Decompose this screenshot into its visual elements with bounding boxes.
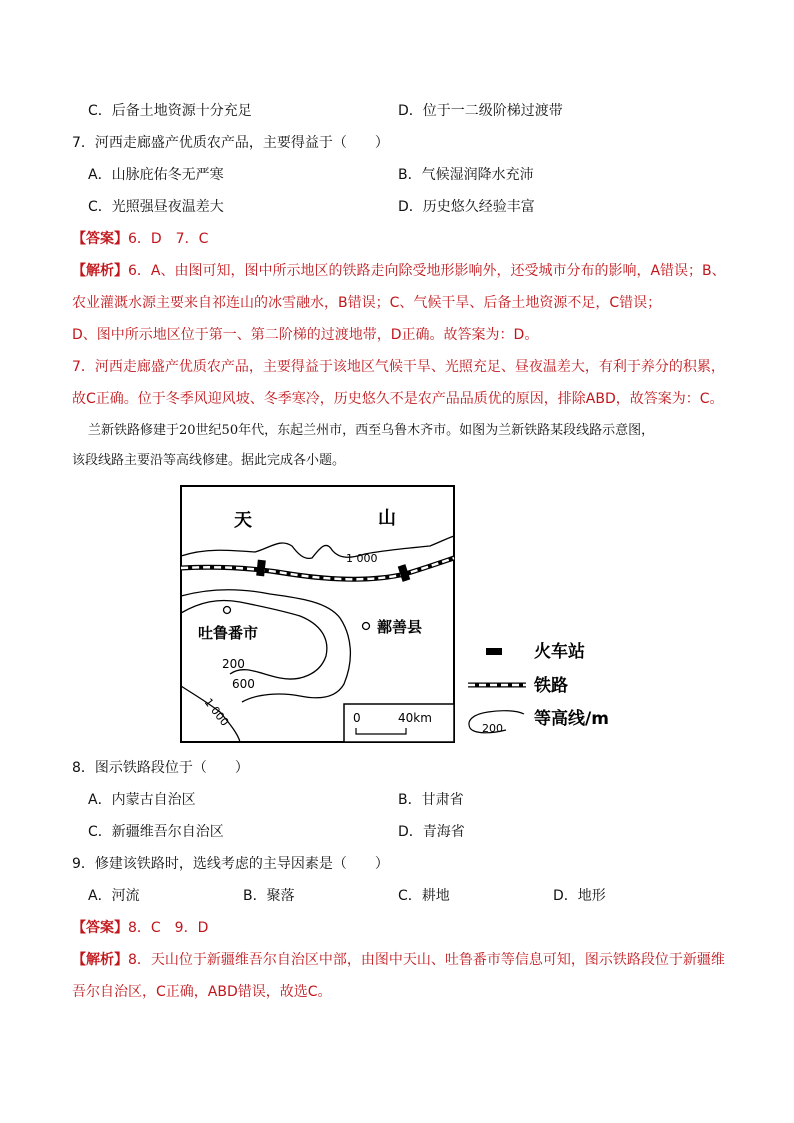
- train-station-1: [256, 560, 266, 577]
- contour-line-top: [181, 536, 454, 558]
- answer-block-2: [72, 918, 208, 938]
- legend-railway-label: 铁路: [534, 676, 568, 696]
- q8-option-d: D．青海省: [398, 824, 465, 840]
- analysis-tag: 【解析】: [72, 263, 128, 279]
- analysis-1-line3: D、图中所示地区位于第一、第二阶梯的过渡地带，D正确。故答案为：D。: [72, 327, 539, 343]
- contour-label-200: 200: [222, 657, 245, 671]
- q8-option-a: A．内蒙古自治区: [88, 792, 196, 808]
- answer-text: 8．C 9．D: [128, 920, 209, 936]
- contour-line-600: [181, 590, 350, 702]
- railway-outer: [181, 558, 454, 579]
- q6-option-d: D．位于一二级阶梯过渡带: [398, 103, 563, 119]
- answer-tag: 【答案】: [72, 920, 128, 936]
- contour-label-1000-bottom: 1 000: [201, 695, 232, 729]
- analysis-1-line4: 7．河西走廊盛产优质农产品，主要得益于该地区气候干旱、光照充足、昼夜温差大，有利于养分的积累，: [72, 359, 725, 375]
- q7-option-a: A．山脉庇佑冬无严寒: [88, 167, 224, 183]
- label-tianshan-1: 天: [234, 510, 252, 531]
- legend-station-label: 火车站: [534, 642, 585, 662]
- railway-contour-map: [160, 478, 640, 748]
- answer-text: 6．D 7．C: [128, 231, 209, 247]
- analysis-tag: 【解析】: [72, 952, 128, 968]
- label-shanshan: 鄯善县: [377, 618, 423, 636]
- intro-line2: 该段线路主要沿等高线修建。据此完成各小题。: [72, 453, 346, 468]
- label-tianshan-2: 山: [378, 508, 396, 529]
- q7-option-c: C．光照强昼夜温差大: [88, 199, 224, 215]
- q9-option-a: A．河流: [88, 888, 140, 904]
- analysis-block-2-line1: [72, 950, 725, 970]
- q8-option-b: B．甘肃省: [398, 792, 464, 808]
- q8-stem: 8．图示铁路段位于（ ）: [72, 760, 249, 776]
- q7-option-d: D．历史悠久经验丰富: [398, 199, 535, 215]
- legend-station-icon: [486, 648, 502, 655]
- q6-option-c: C．后备土地资源十分充足: [88, 103, 252, 119]
- answer-tag: 【答案】: [72, 231, 128, 247]
- scale-distance: 40km: [398, 711, 432, 725]
- analysis-text: 8．天山位于新疆维吾尔自治区中部，由图中天山、吐鲁番市等信息可知，图示铁路段位于新疆维: [128, 952, 725, 968]
- q9-stem: 9．修建该铁路时，选线考虑的主导因素是（ ）: [72, 856, 389, 872]
- analysis-1-line5: 故C正确。位于冬季风迎风坡、冬季寒冷，历史悠久不是农产品品质优的原因，排除ABD，故答案为：C。: [72, 391, 724, 407]
- legend-contour-label: 等高线/m: [534, 709, 609, 729]
- county-shanshan-marker: [363, 623, 370, 630]
- q8-option-c: C．新疆维吾尔自治区: [88, 824, 224, 840]
- q9-option-d: D．地形: [553, 888, 606, 904]
- analysis-2-line2: 吾尔自治区，C正确，ABD错误，故选C。: [72, 984, 332, 1000]
- q9-option-c: C．耕地: [398, 888, 450, 904]
- analysis-1-line2: 农业灌溉水源主要来自祁连山的冰雪融水，B错误；C、气候干旱、后备土地资源不足，C错误；: [72, 295, 662, 311]
- answer-block-1: [72, 229, 208, 249]
- label-turpan: 吐鲁番市: [198, 624, 259, 642]
- contour-label-600: 600: [232, 677, 255, 691]
- analysis-text: 6．A、由图可知，图中所示地区的铁路走向除受地形影响外，还受城市分布的影响，A错误；B、: [128, 263, 726, 279]
- legend-contour-value: 200: [482, 722, 503, 735]
- intro-line1: 兰新铁路修建于20世纪50年代，东起兰州市，西至乌鲁木齐市。如图为兰新铁路某段线路示意图，: [88, 423, 655, 438]
- contour-label-1000-top: 1 000: [346, 552, 378, 565]
- analysis-block-1-line1: [72, 261, 726, 281]
- q7-stem: 7．河西走廊盛产优质农产品，主要得益于（ ）: [72, 135, 389, 151]
- q9-option-b: B．聚落: [243, 888, 295, 904]
- scale-zero: 0: [353, 711, 361, 725]
- city-turpan-marker: [224, 607, 231, 614]
- q7-option-b: B．气候湿润降水充沛: [398, 167, 534, 183]
